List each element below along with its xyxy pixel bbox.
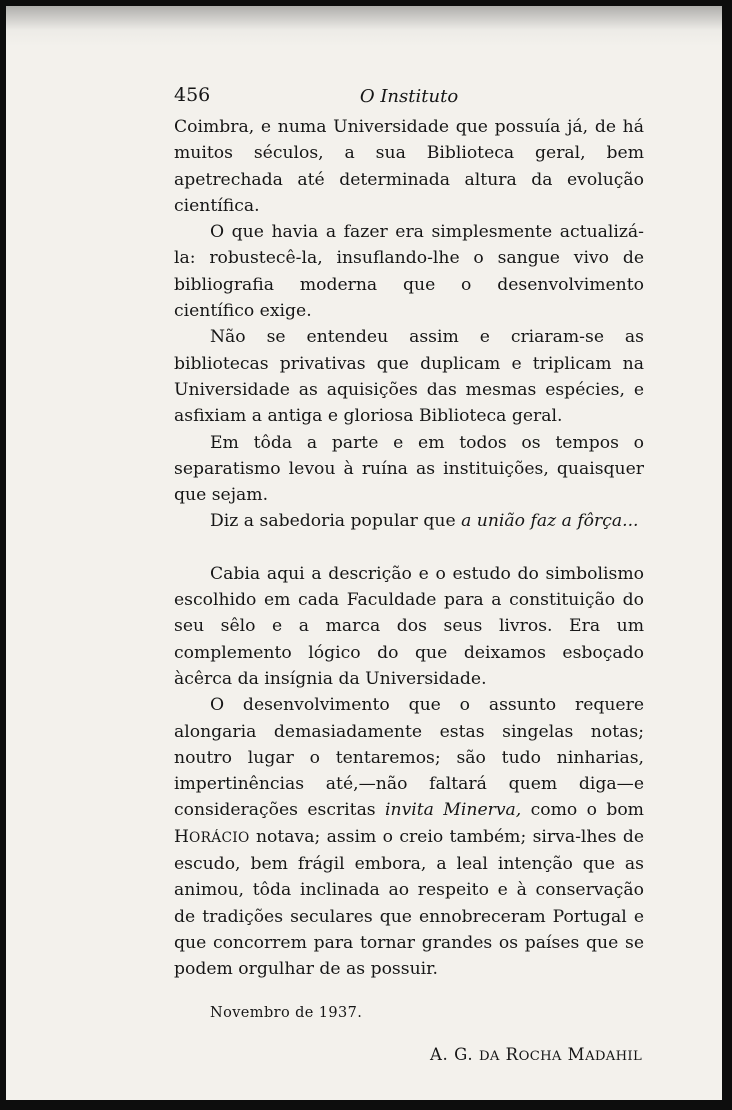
paragraph-6: Cabia aqui a descrição e o estudo do simbolismo escolhido em cada Faculdade para a constituição do seu sêlo e a marca dos seus livros. Era um complemento lógico do que deixamos esboçado àcêrca da insígnia da Universidade. (174, 563, 644, 689)
latin-phrase: invita Minerva, (385, 800, 522, 821)
signature (174, 1045, 644, 1064)
paragraph-5 (174, 508, 644, 534)
proverb-italic: a união faz a fôrça... (461, 511, 639, 532)
signature-initials: A. G. (429, 1044, 480, 1064)
text-block (174, 78, 644, 1064)
paragraph-3: Não se entendeu assim e criaram-se as bibliotecas privativas que duplicam e triplicam na Universidade as aquisições das mesmas espécies, e asfixiam a antiga e gloriosa Biblioteca geral. (174, 327, 644, 427)
paragraph-7 (174, 692, 644, 982)
book-page (6, 6, 722, 1100)
paragraph-7-part2: como o bom (521, 800, 644, 821)
author-name-initial: H (174, 826, 189, 847)
date-line: Novembro de 1937. (210, 1004, 363, 1021)
paragraph-2: O que havia a fazer era simplesmente actualizá-la: robustecê-la, insuflando-lhe o sangue vivo de bibliografia moderna que o desenvolvimento científico exige. (174, 222, 644, 322)
signature-rocha: OCHA (518, 1048, 562, 1064)
author-name-rest: ORÁCIO (189, 829, 250, 846)
paragraph-7-part1: O desenvolvimento que o assunto requere alongaria demasiadamente estas singelas notas; noutro lugar o tentaremos; são tudo ninharias, impertinências até,—não faltará quem diga—e considerações escritas (174, 695, 644, 821)
page-header (174, 78, 644, 114)
scan-shadow (6, 6, 722, 46)
paragraph-7-part3: notava; assim o creio também; sirva-lhes de escudo, bem frágil embora, a leal intenção que as animou, tôda inclinada ao respeito e à conservação de tradições seculares que ennobreceram Portugal e que concorrem para tornar grandes os países que se podem orgulhar de as possuir. (174, 826, 644, 980)
paragraph-4: Em tôda a parte e em todos os tempos o separatismo levou à ruína as instituições, quaisquer que sejam. (174, 432, 644, 506)
section-break (174, 535, 644, 561)
page-number: 456 (174, 84, 211, 106)
running-title: O Instituto (359, 86, 459, 107)
paragraph-5-lead: Diz a sabedoria popular que (210, 511, 462, 532)
signature-madahil: ADAHIL (585, 1048, 642, 1064)
paragraph-1: Coimbra, e numa Universidade que possuía já, de há muitos séculos, a sua Biblioteca geral, bem apetrechada até determinada altura da evolução científica. (174, 117, 644, 216)
signature-da: DA (479, 1048, 500, 1064)
signature-r: R (499, 1044, 519, 1064)
signature-m: M (561, 1044, 586, 1064)
